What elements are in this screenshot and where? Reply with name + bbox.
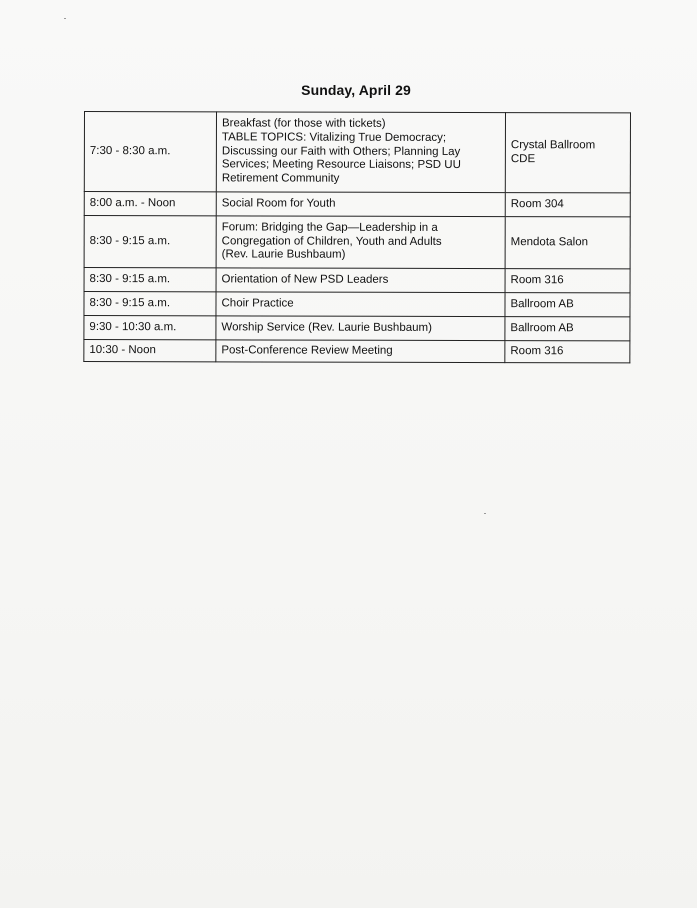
room-line: CDE	[510, 152, 536, 165]
room-cell: Mendota Salon	[505, 217, 630, 269]
time-cell: 8:30 - 9:15 a.m.	[84, 292, 216, 316]
table-row	[84, 192, 630, 217]
table-row	[84, 112, 630, 193]
event-line: Social Room for Youth	[221, 196, 336, 210]
event-line: Worship Service (Rev. Laurie Bushbaum)	[221, 320, 432, 334]
table-row	[84, 268, 630, 293]
event-cell	[216, 316, 505, 341]
time-cell: 7:30 - 8:30 a.m.	[84, 112, 216, 192]
event-line: TABLE TOPICS: Vitalizing True Democracy;	[221, 131, 447, 144]
event-line: (Rev. Laurie Bushbaum)	[221, 248, 346, 262]
room-cell	[505, 113, 630, 193]
time-cell: 8:30 - 9:15 a.m.	[84, 216, 216, 268]
table-row	[84, 292, 630, 317]
event-line: Discussing our Faith with Others; Planning Lay	[221, 144, 461, 158]
time-cell: 8:00 a.m. - Noon	[84, 192, 216, 216]
event-line: Orientation of New PSD Leaders	[221, 272, 389, 286]
paper-speck	[64, 18, 66, 19]
event-line: Post-Conference Review Meeting	[221, 343, 393, 357]
event-line: Services; Meeting Resource Liaisons; PSD UU	[221, 158, 461, 172]
event-line: Congregation of Children, Youth and Adults	[221, 234, 442, 248]
time-cell: 9:30 - 10:30 a.m.	[84, 316, 216, 340]
event-cell	[216, 216, 505, 269]
time-cell: 10:30 - Noon	[84, 340, 216, 362]
room-cell: Room 304	[505, 193, 630, 217]
event-line: Breakfast (for those with tickets)	[221, 117, 386, 130]
schedule-table	[83, 111, 631, 363]
room-cell: Ballroom AB	[505, 293, 630, 317]
event-cell	[216, 268, 505, 293]
event-cell	[216, 192, 505, 217]
event-line: Choir Practice	[221, 296, 294, 310]
room-line: Crystal Ballroom	[510, 138, 596, 152]
room-cell: Room 316	[505, 269, 630, 293]
event-cell	[216, 340, 505, 363]
table-row	[84, 216, 630, 269]
table-row	[84, 340, 630, 363]
room-cell: Room 316	[505, 341, 630, 363]
event-cell	[216, 112, 505, 193]
time-cell: 8:30 - 9:15 a.m.	[84, 268, 216, 292]
room-cell: Ballroom AB	[505, 317, 630, 341]
table-row	[84, 316, 630, 341]
paper-speck	[484, 513, 486, 514]
event-line: Forum: Bridging the Gap—Leadership in a	[221, 221, 438, 234]
event-cell	[216, 292, 505, 317]
event-line: Retirement Community	[221, 172, 340, 185]
page-title: Sunday, April 29	[301, 82, 411, 98]
